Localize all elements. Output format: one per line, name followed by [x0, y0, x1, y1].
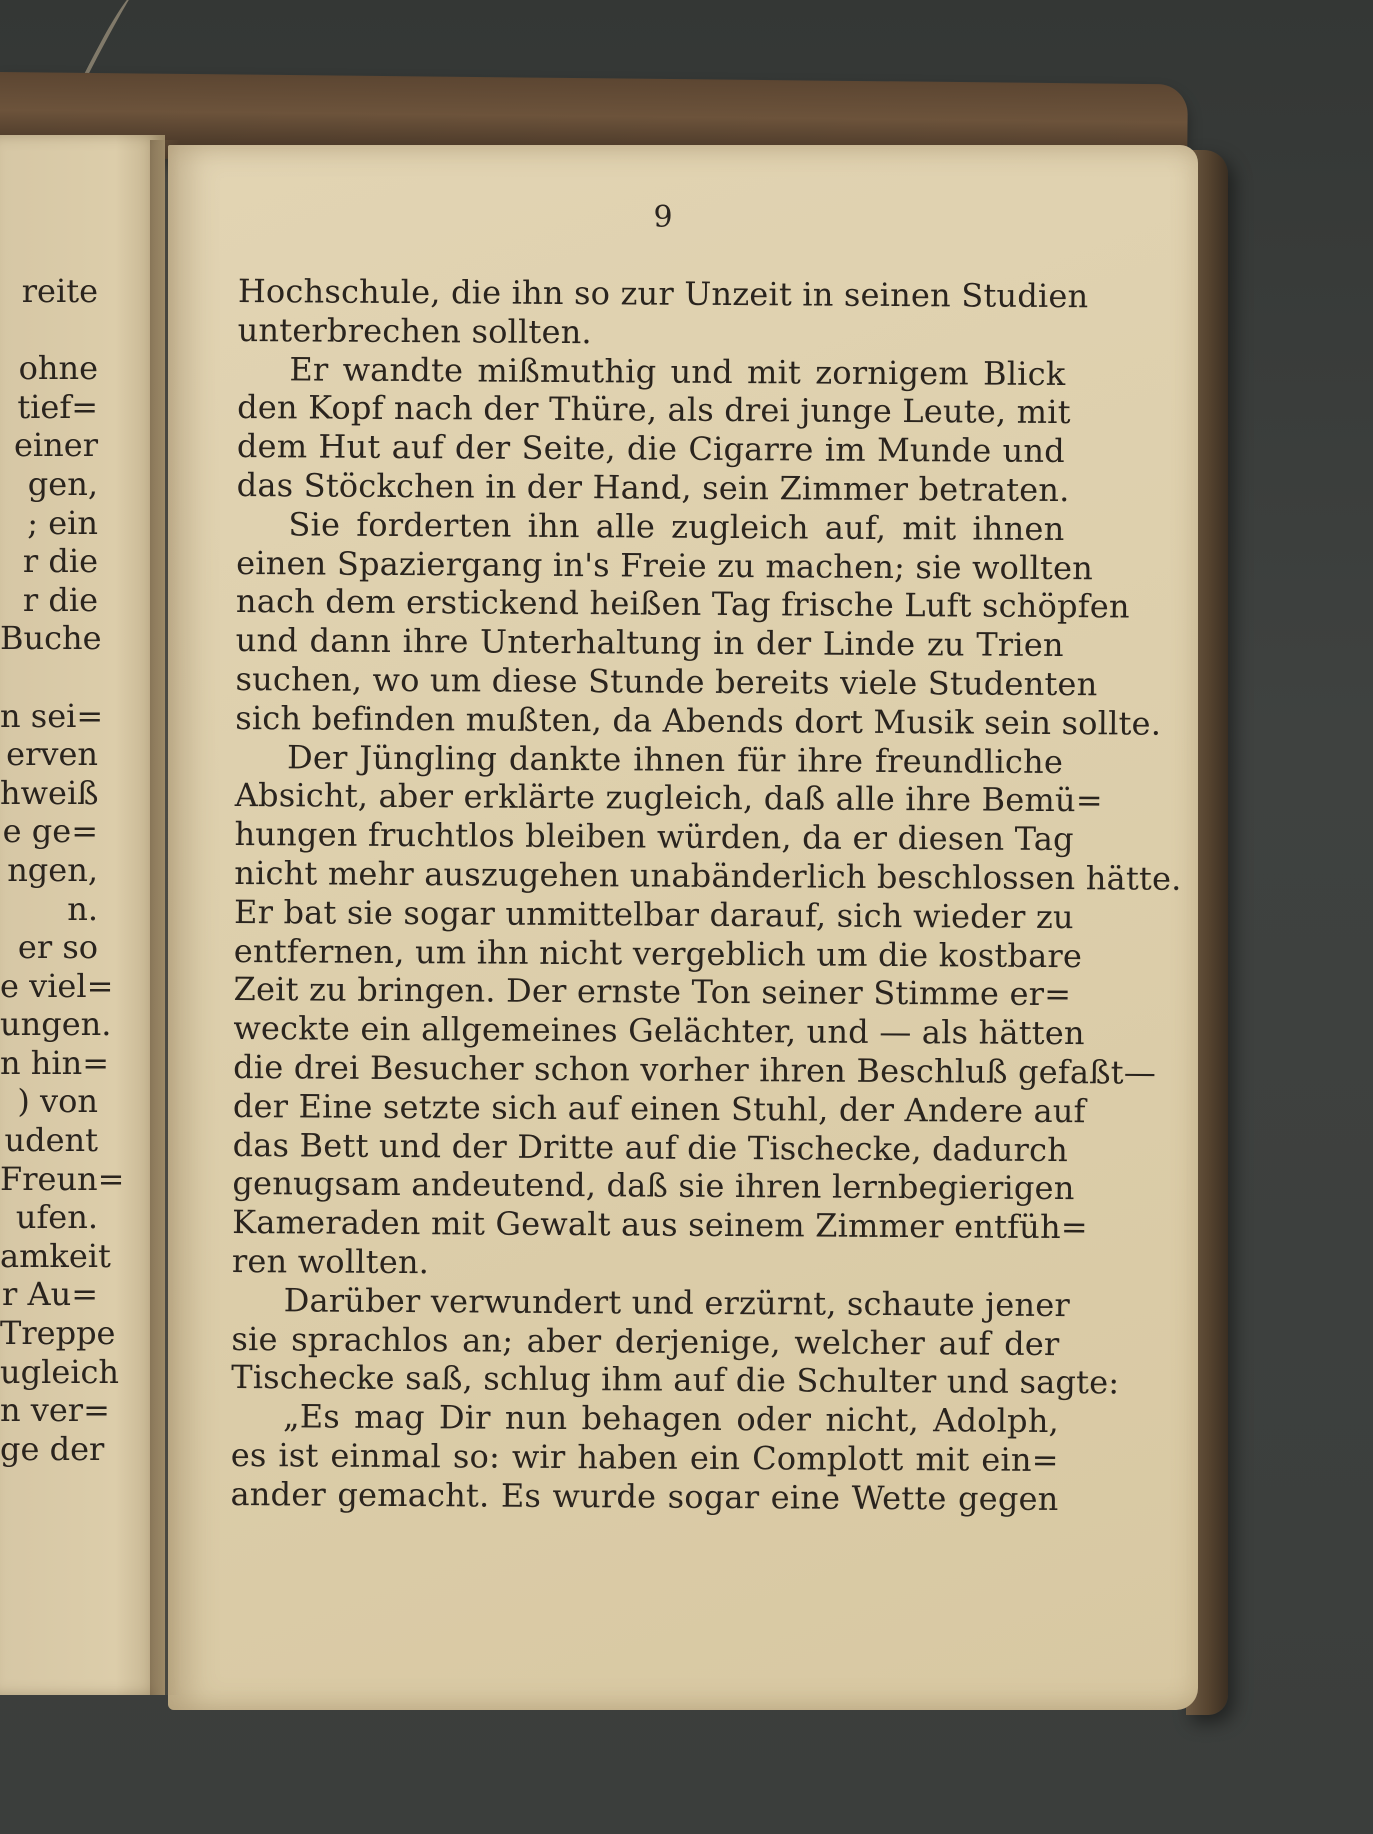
text-line: ren wollten.: [231, 1241, 430, 1282]
left-fragment: reite: [21, 272, 98, 310]
text-line: entfernen, um ihn nicht vergeblich um die kostbare: [233, 931, 1083, 975]
left-fragment: ngen,: [7, 850, 98, 889]
text-line: Der Jüngling dankte ihnen für ihre freundliche: [286, 737, 1064, 781]
text-line: ander gemacht. Es wurde sogar eine Wette gegen: [230, 1474, 1059, 1518]
left-fragment: Freun=: [0, 1159, 125, 1198]
left-fragment: ufen.: [15, 1198, 98, 1237]
text-line: dem Hut auf der Seite, die Cigarre im Munde und: [236, 427, 1066, 471]
text-line: das Bett und der Dritte auf die Tischecke, dadurch: [232, 1125, 1069, 1169]
left-fragment: r die: [22, 580, 98, 619]
left-fragment: ungen.: [0, 1005, 112, 1044]
text-line: der Eine setzte sich auf einen Stuhl, der Andere auf: [232, 1086, 1086, 1130]
left-fragment: udent: [4, 1121, 98, 1160]
left-fragment: einer: [13, 426, 98, 465]
text-line: Absicht, aber erklärte zugleich, daß alle ihre Bemü=: [234, 776, 1103, 820]
text-line: unterbrechen sollten.: [237, 310, 592, 351]
text-line: suchen, wo um diese Stunde bereits viele Studenten: [235, 659, 1098, 704]
text-line: hungen fruchtlos bleiben würden, da er diesen Tag: [234, 815, 1074, 859]
left-fragment: ohne: [18, 349, 98, 388]
left-fragment: Buche: [0, 619, 102, 658]
text-line: „Es mag Dir nun behagen oder nicht, Adolph,: [282, 1397, 1060, 1441]
left-fragment: r die: [22, 542, 98, 581]
left-page-text-fragments: [0, 272, 125, 1468]
left-fragment: ) von: [17, 1082, 98, 1121]
left-fragment: n hin=: [0, 1043, 110, 1082]
left-fragment: ge der: [0, 1429, 105, 1468]
text-line: weckte ein allgemeines Gelächter, und — als hätten: [233, 1009, 1085, 1053]
text-line: es ist einmal so: wir haben ein Complott mit ein=: [230, 1435, 1059, 1479]
text-line: Er wandte mißmuthig und mit zornigem Blick: [289, 349, 1066, 393]
text-line: das Stöckchen in der Hand, sein Zimmer betraten.: [236, 465, 1070, 510]
page-body-text: [230, 272, 1182, 1519]
left-fragment: n ver=: [0, 1391, 110, 1430]
left-fragment: hweiß: [0, 773, 99, 812]
text-line: nicht mehr auszugehen unabänderlich beschlossen hätte.: [234, 853, 1182, 898]
text-line: Er bat sie sogar unmittelbar darauf, sich wieder zu: [233, 892, 1074, 936]
text-line: sie sprachlos an; aber derjenige, welcher auf der: [231, 1319, 1060, 1363]
text-line: Hochschule, die ihn so zur Unzeit in seinen Studien: [237, 272, 1089, 316]
text-line: einen Spaziergang in's Freie zu machen; sie wollten: [236, 543, 1094, 587]
text-line: sich befinden mußten, da Abends dort Musik sein sollte.: [235, 698, 1162, 743]
book-gutter-shadow: [150, 140, 180, 1695]
left-fragment: amkeit: [0, 1236, 111, 1275]
text-line: Darüber verwundert und erzürnt, schaute jener: [283, 1281, 1071, 1324]
left-fragment: r Au=: [2, 1275, 98, 1314]
text-line: den Kopf nach der Thüre, als drei junge Leute, mit: [237, 388, 1071, 432]
text-line: und dann ihre Unterhaltung in der Linde zu Trien: [235, 621, 1064, 665]
page-number: 9: [653, 200, 673, 235]
left-fragment: tief=: [17, 387, 98, 426]
text-line: Zeit zu bringen. Der ernste Ton seiner Stimme er=: [233, 970, 1072, 1014]
left-fragment-gap: [0, 311, 98, 350]
text-line: Kameraden mit Gewalt aus seinem Zimmer entfüh=: [232, 1203, 1088, 1247]
left-fragment: e viel=: [0, 966, 114, 1005]
left-fragment: ugleich: [0, 1352, 120, 1391]
text-line: nach dem erstickend heißen Tag frische Luft schöpfen: [235, 582, 1130, 626]
left-fragment: erven: [6, 735, 98, 774]
text-line: Sie forderten ihn alle zugleich auf, mit ihnen: [288, 505, 1065, 548]
text-line: Tischecke saß, schlug ihm auf die Schulter und sagte:: [231, 1358, 1120, 1402]
text-line: genugsam andeutend, daß sie ihren lernbegierigen: [232, 1164, 1075, 1208]
left-fragment: e ge=: [2, 812, 98, 851]
left-fragment: Treppe: [0, 1314, 116, 1353]
left-fragment: gen,: [27, 464, 98, 503]
left-fragment: n.: [67, 889, 98, 928]
left-fragment: n sei=: [0, 696, 104, 735]
left-fragment: ; ein: [27, 503, 98, 542]
text-line: die drei Besucher schon vorher ihren Beschluß gefaßt—: [233, 1047, 1157, 1092]
left-fragment-gap: [0, 658, 98, 697]
left-fragment: er so: [17, 928, 98, 967]
